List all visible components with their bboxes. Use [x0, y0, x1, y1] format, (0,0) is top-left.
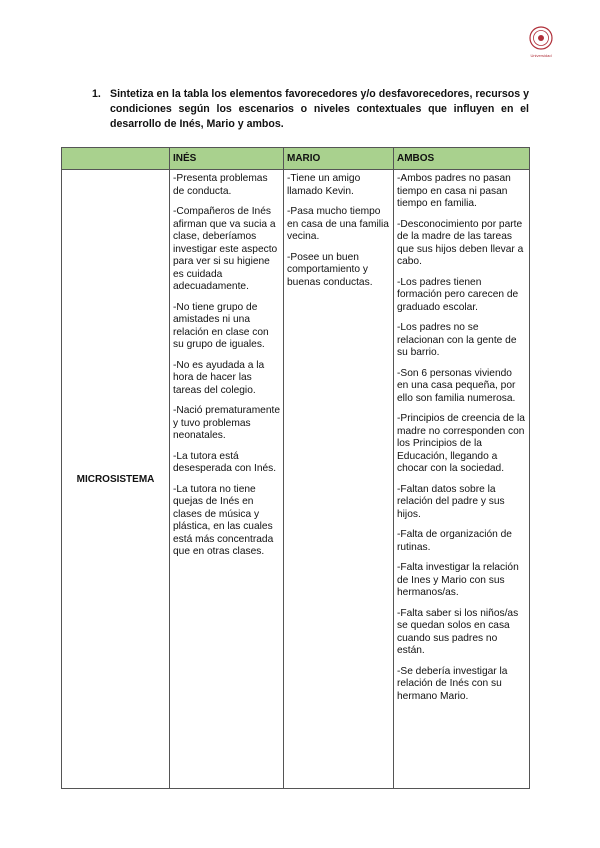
list-item: -La tutora no tiene quejas de Inés en clases de música y plástica, en las cuales está más concentrada que en otras clases.: [173, 483, 274, 557]
list-item: -Tiene un amigo llamado Kevin.: [287, 173, 361, 197]
question-number: 1.: [92, 88, 101, 100]
question-text: Sintetiza en la tabla los elementos favorecedores y/o desfavorecedores, recursos y condiciones según los escenarios o niveles contextuales que influyen en el desarrollo de Inés, Mario y ambos.: [110, 88, 529, 130]
header-mario: MARIO: [284, 148, 394, 170]
list-item: -No es ayudada a la hora de hacer las tareas del colegio.: [173, 359, 265, 396]
list-item: -Los padres tienen formación pero carecen de graduado escolar.: [397, 276, 519, 313]
list-item: -La tutora está desesperada con Inés.: [173, 450, 277, 474]
list-item: -Se debería investigar la relación de Inés con su hermano Mario.: [397, 665, 508, 702]
list-item: -Falta investigar la relación de Ines y Mario con sus hermanos/as.: [397, 562, 519, 598]
list-item: -Presenta problemas de conducta.: [173, 173, 268, 197]
list-item: -Son 6 personas viviendo en una casa pequeña, por ello son familia numerosa.: [397, 367, 516, 404]
cell-ambos: [394, 170, 530, 789]
cell-mario: [284, 170, 394, 789]
list-item: -Ambos padres no pasan tiempo en casa ni pasan tiempo en familia.: [397, 173, 511, 209]
university-seal-icon: [526, 24, 556, 60]
list-item: -Posee un buen comportamiento y buenas conductas.: [287, 251, 373, 288]
list-item: -Falta de organización de rutinas.: [397, 529, 512, 553]
question: [92, 87, 529, 131]
list-item: -Los padres no se relacionan con la gente de su barrio.: [397, 322, 517, 358]
cell-ines: [170, 170, 284, 789]
row-label-microsistema: MICROSISTEMA: [62, 170, 170, 789]
header-empty: [62, 148, 170, 170]
list-item: -Falta saber si los niños/as se quedan solos en casa cuando sus padres no están.: [397, 607, 519, 656]
logo-caption: Universidad: [530, 53, 552, 58]
list-item: -Nació prematuramente y tuvo problemas neonatales.: [173, 405, 281, 441]
header-ines: INÉS: [170, 148, 284, 170]
header-ambos: AMBOS: [394, 148, 530, 170]
summary-table: [61, 147, 530, 789]
list-item: -Principios de creencia de la madre no corresponden con los Principios de la Educación, llegando a chocar con la sociedad.: [397, 413, 525, 474]
list-item: -No tiene grupo de amistades ni una relación en clase con su grupo de iguales.: [173, 301, 269, 350]
list-item: -Compañeros de Inés afirman que va sucia a clase, deberíamos investigar este aspecto para ver si su higiene es cuidada adecuadamente.: [173, 206, 278, 292]
list-item: -Faltan datos sobre la relación del padre y sus hijos.: [397, 483, 505, 520]
table-row: [62, 170, 530, 789]
table-header-row: [62, 148, 530, 170]
list-item: -Pasa mucho tiempo en casa de una familia vecina.: [287, 206, 389, 242]
list-item: -Desconocimiento por parte de la madre de las tareas que sus hijos deben llevar a cabo.: [397, 218, 524, 267]
